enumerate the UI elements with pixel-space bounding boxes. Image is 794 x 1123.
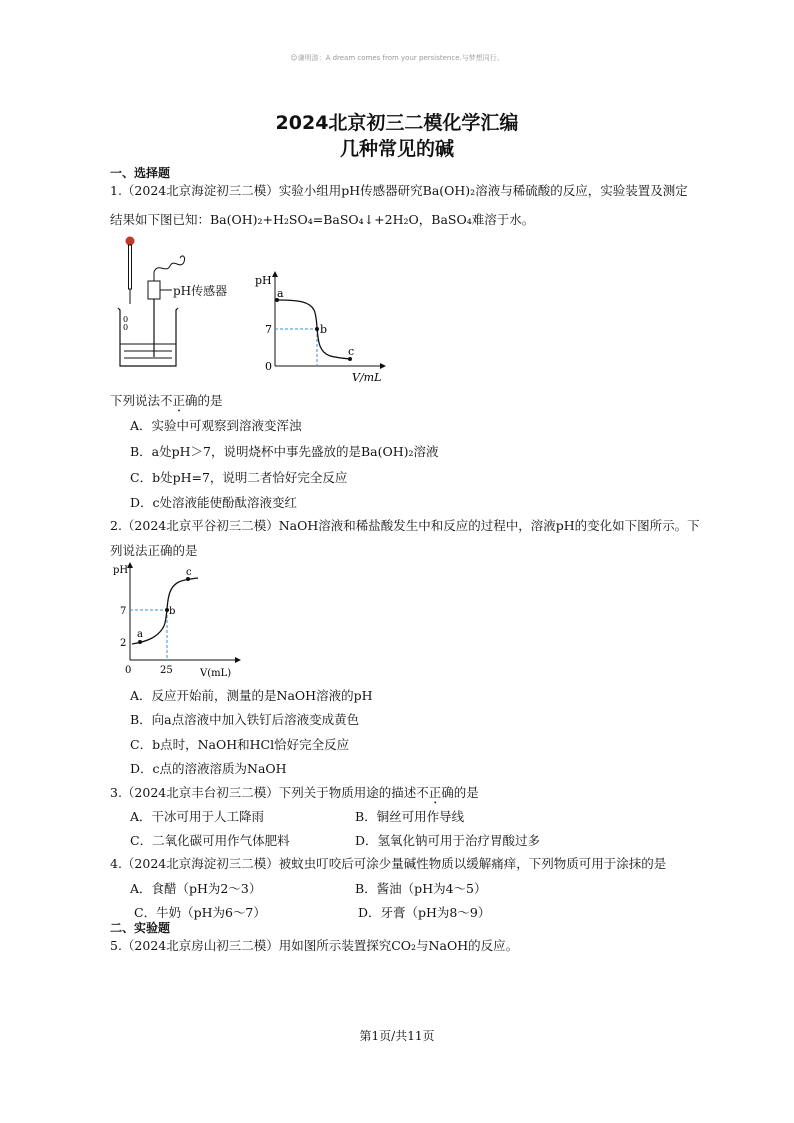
q4-option-b: B．酱油（pH为4～5） <box>355 881 487 896</box>
page-header: ☺谦明游：A dream comes from your persistence.与梦想同行。 <box>290 54 504 62</box>
q1-apparatus-figure <box>110 232 240 372</box>
q3-option-d: D．氢氧化钠可用于治疗胃酸过多 <box>355 833 541 848</box>
q1-tick-7: 7 <box>265 323 272 336</box>
q2-point-a <box>138 640 142 644</box>
q2-label-c: c <box>186 567 192 578</box>
section-choice: 一、选择题 <box>110 166 171 180</box>
q2-tick-2: 2 <box>120 638 127 649</box>
q1-option-c: C．b处pH=7，说明二者恰好完全反应 <box>130 470 348 485</box>
q2-label-a: a <box>137 629 143 640</box>
svg-text:0: 0 <box>123 315 129 324</box>
section-experiment: 二、实验题 <box>110 921 171 935</box>
q2-option-a: A．反应开始前，测量的是NaOH溶液的pH <box>130 688 373 703</box>
q2-option-d: D．c点的溶液溶质为NaOH <box>130 761 287 776</box>
q2-tick-0: 0 <box>125 665 132 676</box>
doc-title: 2024北京初三二模化学汇编 <box>275 112 519 134</box>
q4-question: 4.（2024北京海淀初三二模）被蚊虫叮咬后可涂少量碱性物质以缓解痛痒，下列物质可用于涂抹的是 <box>110 856 667 871</box>
q1-stem-line2: 结果如下图已知：Ba(OH)₂+H₂SO₄=BaSO₄↓+2H₂O，BaSO₄难溶于水。 <box>110 212 535 227</box>
q3-option-b: B．铜丝可用作导线 <box>355 809 465 824</box>
dropper-bulb-icon <box>126 237 135 246</box>
q2-tick-25: 25 <box>160 665 173 676</box>
q2-tick-7: 7 <box>120 606 127 617</box>
q2-ph-chart <box>110 560 250 682</box>
q2-ylabel: pH <box>113 565 129 576</box>
q2-option-b: B．向a点溶液中加入铁钉后溶液变成黄色 <box>130 712 360 727</box>
q1-label-c: c <box>348 345 355 358</box>
q4-option-c: C．牛奶（pH为6～7） <box>134 905 266 920</box>
doc-subtitle: 几种常见的碱 <box>339 138 454 160</box>
q1-option-a: A．实验中可观察到溶液变浑浊 <box>130 418 302 433</box>
q5-question: 5.（2024北京房山初三二模）用如图所示装置探究CO₂与NaOH的反应。 <box>110 938 519 953</box>
q1-label-a: a <box>277 287 284 300</box>
q1-ylabel: pH <box>255 274 272 287</box>
page-footer: 第1页/共11页 <box>359 1029 435 1043</box>
dropper-tube-icon <box>129 245 132 289</box>
q1-option-b: B．a处pH＞7，说明烧杯中事先盛放的是Ba(OH)₂溶液 <box>130 444 439 459</box>
q2-stem-line1: 2.（2024北京平谷初三二模）NaOH溶液和稀盐酸发生中和反应的过程中，溶液pH的变化如下图所示。下 <box>110 518 700 533</box>
svg-text:0: 0 <box>123 323 129 332</box>
sensor-cable-icon <box>154 256 185 281</box>
q2-label-b: b <box>169 606 176 617</box>
q2-stem-line2: 列说法正确的是 <box>110 543 198 558</box>
sensor-head-icon <box>148 281 160 299</box>
q1-stem-line1: 1.（2024北京海淀初三二模）实验小组用pH传感器研究Ba(OH)₂溶液与稀硫酸的反应，实验装置及测定 <box>110 183 688 198</box>
q4-option-a: A．食醋（pH为2～3） <box>130 881 262 896</box>
q4-option-d: D．牙膏（pH为8～9） <box>358 905 491 920</box>
q1-question: 下列说法不正确的是 <box>110 393 223 408</box>
q3-question: 3.（2024北京丰台初三二模）下列关于物质用途的描述不正确的是 <box>110 785 479 800</box>
q2-xlabel: V(mL) <box>200 668 232 679</box>
q1-label-b: b <box>320 323 328 336</box>
q1-ph-chart <box>250 266 390 386</box>
q1-xlabel: V/mL <box>352 371 382 384</box>
q3-option-a: A．干冰可用于人工降雨 <box>130 809 265 824</box>
q3-option-c: C．二氧化碳可用作气体肥料 <box>130 833 290 848</box>
sensor-label: pH传感器 <box>173 284 228 298</box>
q1-point-b <box>315 327 319 331</box>
q2-option-c: C．b点时，NaOH和HCl恰好完全反应 <box>130 737 350 752</box>
q1-option-d: D．c处溶液能使酚酞溶液变红 <box>130 495 298 510</box>
q1-tick-0: 0 <box>265 360 272 373</box>
